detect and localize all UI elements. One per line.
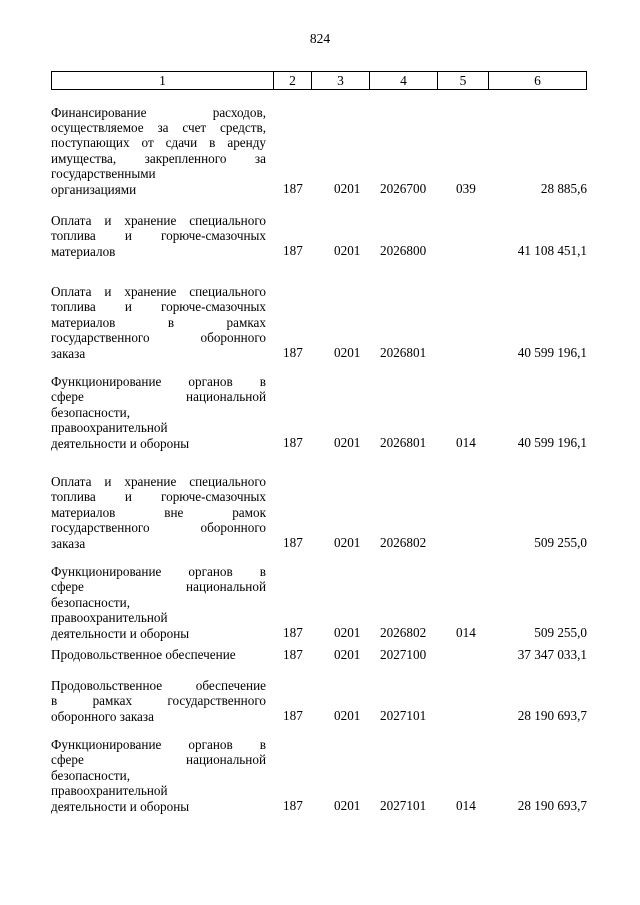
col-4-value: 2027100 xyxy=(380,647,427,662)
description-line: государственного оборонного xyxy=(51,520,266,536)
description-line: заказа xyxy=(51,535,86,551)
description-line: Финансирование расходов, xyxy=(51,104,266,120)
description-line: организациями xyxy=(51,181,137,197)
col-4-value: 2026801 xyxy=(380,435,427,450)
table-row xyxy=(51,647,587,663)
col-4-value: 2026800 xyxy=(380,242,427,258)
description-line: материалов вне рамок xyxy=(51,504,266,520)
description-line: Функционирование органов в xyxy=(51,737,266,752)
table-row xyxy=(51,213,587,259)
col-2-value: 187 xyxy=(283,535,303,550)
description-line: Оплата и хранение специального xyxy=(51,474,266,489)
description-line: материалов xyxy=(51,243,116,259)
col-5-value: 014 xyxy=(456,625,476,640)
description-line: Оплата и хранение специального xyxy=(51,284,266,299)
description-line: Оплата и хранение специального xyxy=(51,212,266,228)
table-row xyxy=(51,474,587,551)
col-6-value: 509 255,0 xyxy=(534,535,587,550)
table-row xyxy=(51,678,587,724)
description-line: сфере национальной xyxy=(51,389,266,405)
description-line: государственного оборонного xyxy=(51,330,266,346)
col-2-value: 187 xyxy=(283,345,303,360)
table-row xyxy=(51,737,587,814)
description-line: деятельности и обороны xyxy=(51,798,190,814)
col-4-value: 2026700 xyxy=(380,180,427,196)
col-2-value: 187 xyxy=(283,798,303,813)
description-line: правоохранительной xyxy=(51,420,168,436)
col-3-value: 0201 xyxy=(334,435,361,450)
description-line: топлива и горюче-смазочных xyxy=(51,228,266,244)
description-line: сфере национальной xyxy=(51,579,266,595)
col-4-value: 2026802 xyxy=(380,625,427,640)
col-4-value: 2026802 xyxy=(380,535,427,550)
col-2-value: 187 xyxy=(283,180,303,196)
col-3-value: 0201 xyxy=(334,707,361,723)
description-line: Продовольственное обеспечение xyxy=(51,647,236,662)
col-6-value: 40 599 196,1 xyxy=(517,435,587,450)
description-line: безопасности, xyxy=(51,594,130,610)
col-6-value: 28 885,6 xyxy=(540,180,587,196)
description-line: деятельности и обороны xyxy=(51,625,190,641)
col-6-value: 37 347 033,1 xyxy=(517,647,587,662)
table-row xyxy=(51,105,587,197)
col-4-value: 2027101 xyxy=(380,798,427,813)
description-line: имущества, закрепленного за xyxy=(51,150,266,166)
col-2-value: 187 xyxy=(283,242,303,258)
description-line: правоохранительной xyxy=(51,610,168,626)
col-3-value: 0201 xyxy=(334,647,361,662)
col-3-value: 0201 xyxy=(334,345,361,360)
header-col-2: 2 xyxy=(273,72,311,89)
description-line: топлива и горюче-смазочных xyxy=(51,299,266,315)
description-line: сфере национальной xyxy=(51,752,266,768)
header-col-5: 5 xyxy=(437,72,488,89)
col-2-value: 187 xyxy=(283,647,303,662)
description-line: материалов в рамках xyxy=(51,314,266,330)
col-2-value: 187 xyxy=(283,625,303,640)
header-col-1: 1 xyxy=(159,73,166,88)
table-row xyxy=(51,284,587,361)
description-line: безопасности, xyxy=(51,404,130,420)
col-3-value: 0201 xyxy=(334,180,361,196)
col-5-value: 014 xyxy=(456,435,476,450)
col-3-value: 0201 xyxy=(334,535,361,550)
col-4-value: 2027101 xyxy=(380,707,427,723)
col-6-value: 40 599 196,1 xyxy=(517,345,587,360)
description-line: топлива и горюче-смазочных xyxy=(51,489,266,505)
col-3-value: 0201 xyxy=(334,625,361,640)
col-3-value: 0201 xyxy=(334,798,361,813)
col-3-value: 0201 xyxy=(334,242,361,258)
header-col-4: 4 xyxy=(369,72,437,89)
description-line: Функционирование органов в xyxy=(51,374,266,389)
page-number: 824 xyxy=(309,31,331,46)
description-line: деятельности и обороны xyxy=(51,435,190,451)
col-6-value: 28 190 693,7 xyxy=(517,707,587,723)
col-5-value: 039 xyxy=(456,180,476,196)
col-4-value: 2026801 xyxy=(380,345,427,360)
description-line: безопасности, xyxy=(51,767,130,783)
description-line: осуществляемое за счет средств, xyxy=(51,120,266,135)
description-line: Продовольственное обеспечение xyxy=(51,677,266,693)
col-6-value: 509 255,0 xyxy=(534,625,587,640)
description-line: поступающих от сдачи в аренду xyxy=(51,135,266,151)
description-line: оборонного заказа xyxy=(51,708,154,724)
description-line: правоохранительной xyxy=(51,783,168,799)
description-line: в рамках государственного xyxy=(51,693,266,709)
table-row xyxy=(51,564,587,641)
col-2-value: 187 xyxy=(283,435,303,450)
header-col-6: 6 xyxy=(488,72,586,89)
col-2-value: 187 xyxy=(283,707,303,723)
col-5-value: 014 xyxy=(456,798,476,813)
table-header xyxy=(51,71,587,90)
col-6-value: 28 190 693,7 xyxy=(517,798,587,813)
table-row xyxy=(51,374,587,451)
description-line: государственными xyxy=(51,166,156,182)
col-6-value: 41 108 451,1 xyxy=(517,242,587,258)
description-line: заказа xyxy=(51,345,86,361)
description-line: Функционирование органов в xyxy=(51,564,266,579)
header-col-3: 3 xyxy=(311,72,369,89)
